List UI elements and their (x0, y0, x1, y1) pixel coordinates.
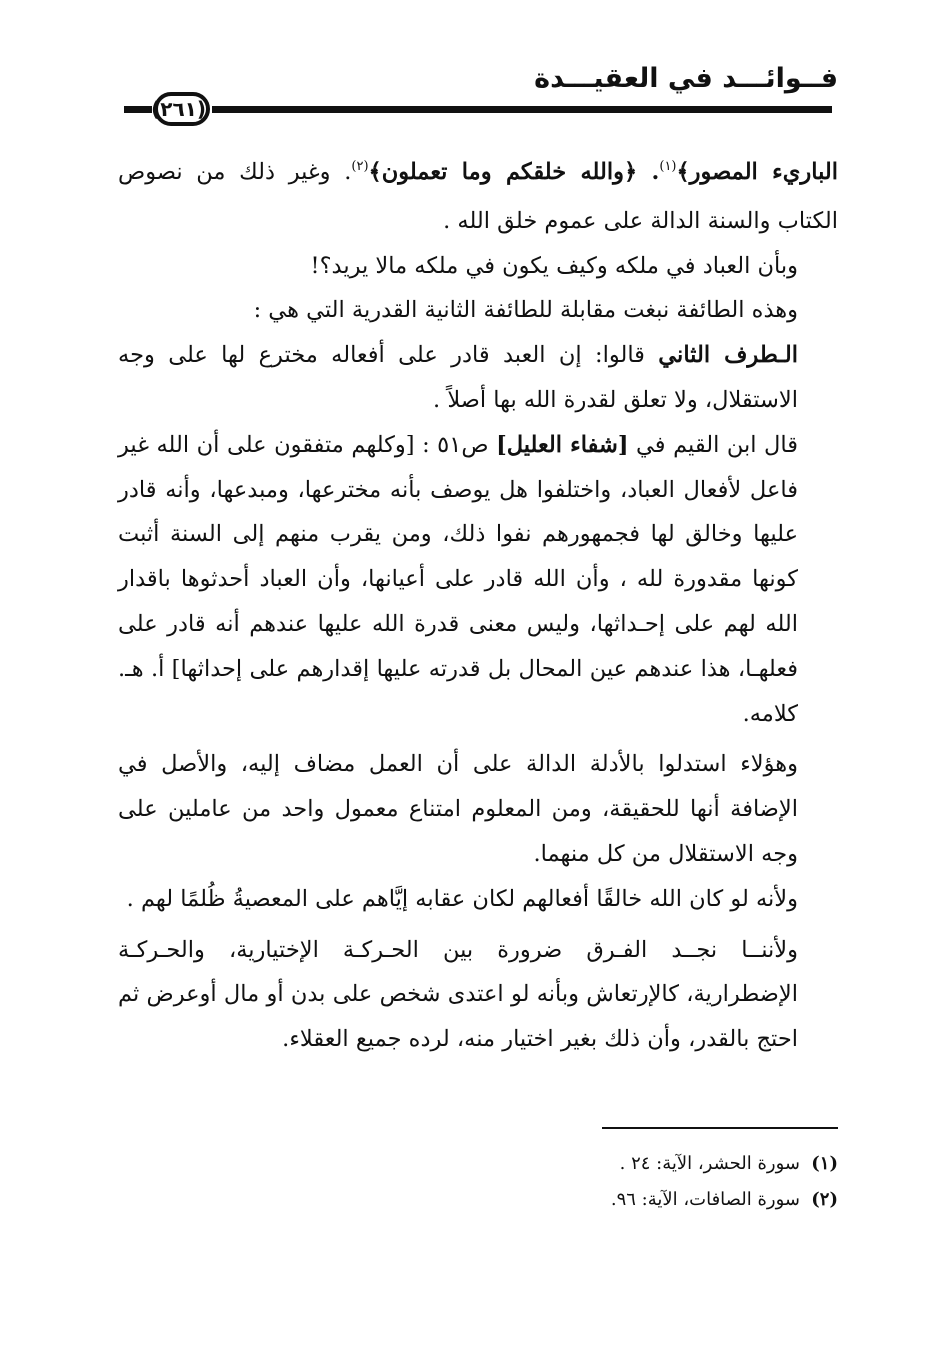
footnote-ref: (٢) (351, 159, 369, 174)
paragraph (118, 333, 838, 423)
header-rule-end (124, 106, 152, 113)
paragraph-text: . وغير ذلك من نصوص الكتاب والسنة الدالة على عموم خلق الله . (118, 159, 838, 234)
body-text (118, 150, 838, 1062)
footnote-ref: (١) (659, 159, 677, 174)
header-rule (212, 106, 832, 113)
paragraph: ولأننــا نجــد الفـرق ضرورة بين الحـركـة الإختيارية، والحـركـة الإضطرارية، كالإرتعاش وبأنه لو اعتدى شخص على بدن أو مال أوعرض ثم احتج بالقدر، وأن ذلك بغير اختيار منه، لرده جميع العقلاء. (118, 936, 798, 1053)
paragraph: وهؤلاء استدلوا بالأدلة الدالة على أن العمل مضاف إليه، والأصل في الإضافة أنها للحقيقة، ومن المعلوم امتناع معمول واحد من عاملين على وجه الاستقلال من كل منهما. (118, 751, 798, 867)
footnotes (118, 1146, 838, 1218)
footnote-text: سورة الصافات، الآية: ٩٦. (610, 1189, 800, 1210)
footnote (118, 1182, 838, 1218)
paragraph: وهذه الطائفة نبغت مقابلة للطائفة الثانية القدرية التي هي : (253, 297, 798, 324)
running-title: فــوائـــد في العقيـــدة (534, 63, 838, 94)
footnote (118, 1146, 838, 1182)
section-lead: الـطرف الثاني (658, 342, 798, 369)
paragraph-continuation (118, 150, 838, 244)
footnote-rule (602, 1127, 838, 1129)
paragraph-text: ص٥١ : [وكلهم متفقون على أن الله غير فاعل لأفعال العباد، واختلفوا هل يوصف بأنه مخترعها، ومبدعها، وأنه قادر عليها وخالق لها فجمهورهم نفوا ذلك، ومن يقرب منهم إلى السنة أثبت كونها مقدورة لله ، وأن الله قادر على أعيانها، وأن العباد أحدثوها باقدار الله لهم على إحـداثها، وليس معنى قدرة الله عليها عندهم أنه قادر على فعلهـا، هذا عندهم عين المحال بل قدرته عليها إقدارهم على إحداثها] أ. هـ. كلامه. (118, 431, 798, 727)
footnote-number: (١) (811, 1153, 838, 1174)
footnote-number: (٢) (811, 1189, 838, 1210)
paragraph: ولأنه لو كان الله خالقًا أفعالهم لكان عقابه إيَّاهم على المعصيةُ ظُلمًا لهم . (126, 885, 798, 912)
paragraph-text: قالوا: إن العبد قادر على أفعاله مخترع لها على وجه الاستقلال، ولا تعلق لقدرة الله بها أصلاً . (118, 342, 798, 413)
source-title: [شفاء العليل] (496, 431, 629, 458)
paragraph-quote (118, 423, 838, 737)
quran-quote: . ﴿والله خلقكم وما تعملون﴾ (368, 159, 660, 185)
paragraph-text: قال ابن القيم في (628, 431, 798, 458)
quran-quote: الباريء المصور﴾ (676, 159, 838, 185)
paragraph: وبأن العباد في ملكه وكيف يكون في ملكه مالا يريد؟! (310, 252, 798, 279)
footnote-text: سورة الحشر، الآية: ٢٤ . (619, 1153, 800, 1174)
page-number: (٢٦١) (154, 92, 210, 126)
